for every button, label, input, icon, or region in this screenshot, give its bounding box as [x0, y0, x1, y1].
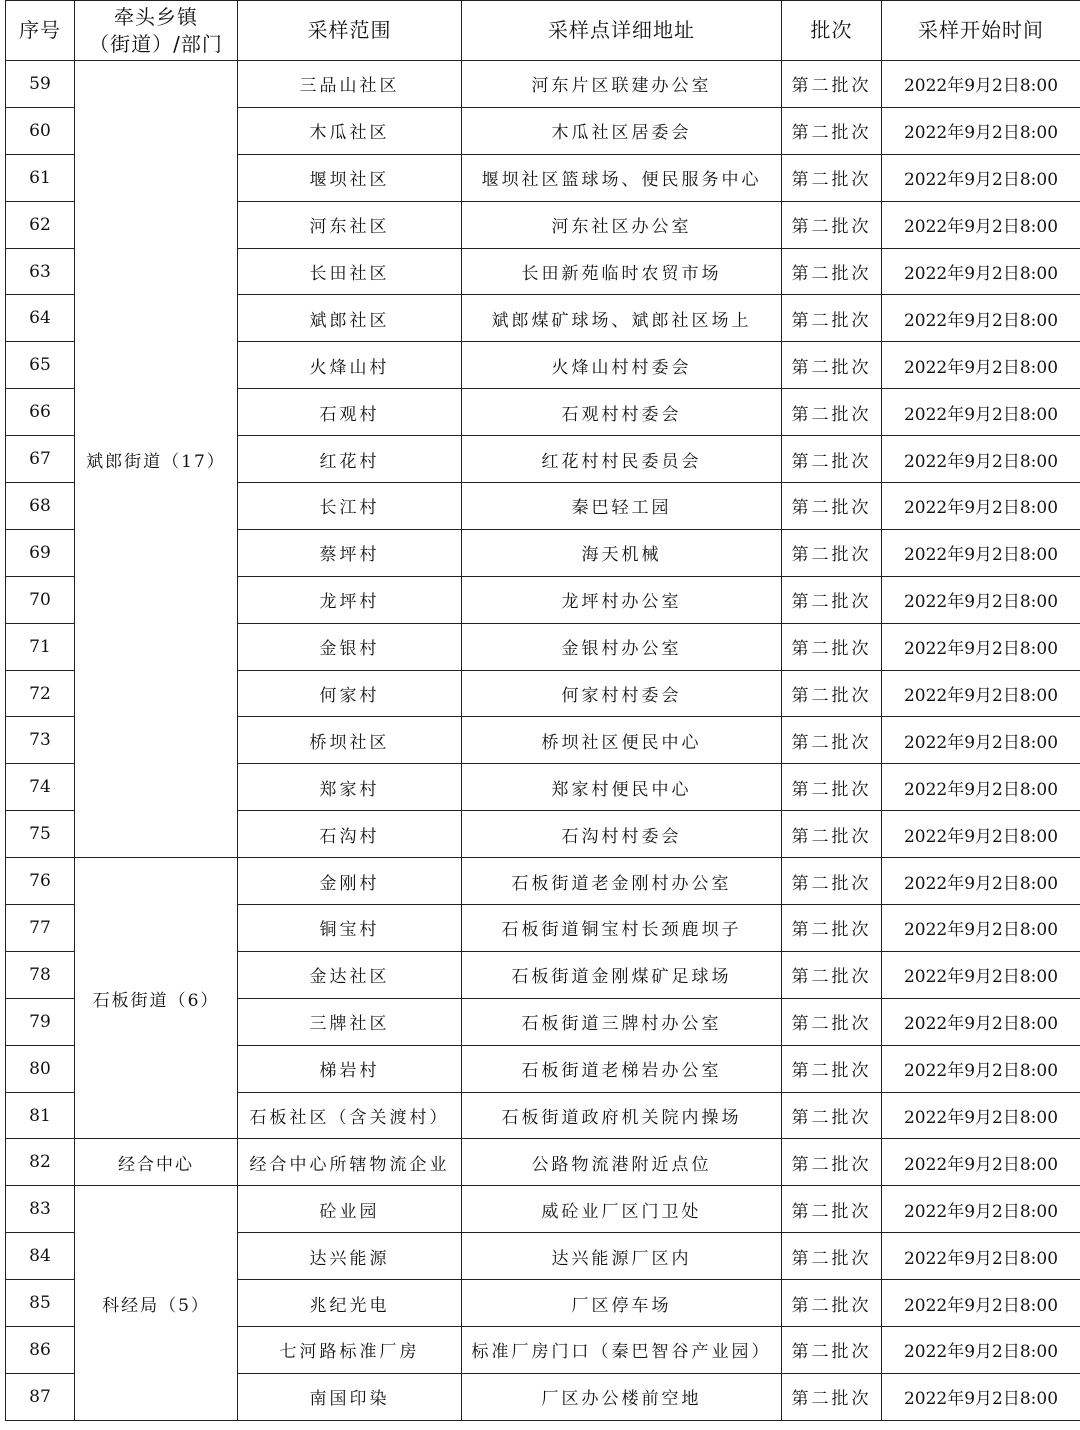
range-cell: 梯岩村 [238, 1045, 462, 1092]
start-time-cell: 2022年9月2日8:00 [882, 811, 1080, 858]
batch-cell: 第二批次 [782, 295, 882, 342]
start-time-cell: 2022年9月2日8:00 [882, 1186, 1080, 1233]
address-cell: 桥坝社区便民中心 [462, 717, 782, 764]
address-cell: 海天机械 [462, 529, 782, 576]
address-cell: 秦巴轻工园 [462, 483, 782, 530]
seq-cell: 84 [6, 1233, 75, 1280]
start-time-cell: 2022年9月2日8:00 [882, 623, 1080, 670]
range-cell: 铜宝村 [238, 905, 462, 952]
seq-cell: 83 [6, 1186, 75, 1233]
range-cell: 何家村 [238, 670, 462, 717]
header-dept-line2: （街道）/部门 [89, 31, 223, 56]
seq-cell: 74 [6, 764, 75, 811]
header-address: 采样点详细地址 [462, 1, 782, 61]
start-time-cell: 2022年9月2日8:00 [882, 248, 1080, 295]
range-cell: 蔡坪村 [238, 529, 462, 576]
address-cell: 何家村村委会 [462, 670, 782, 717]
table-row [6, 1186, 1080, 1233]
start-time-cell: 2022年9月2日8:00 [882, 1233, 1080, 1280]
start-time-cell: 2022年9月2日8:00 [882, 436, 1080, 483]
range-cell: 七河路标准厂房 [238, 1327, 462, 1374]
batch-cell: 第二批次 [782, 529, 882, 576]
batch-cell: 第二批次 [782, 764, 882, 811]
start-time-cell: 2022年9月2日8:00 [882, 389, 1080, 436]
batch-cell: 第二批次 [782, 951, 882, 998]
sampling-schedule-table [5, 0, 1080, 1421]
range-cell: 木瓜社区 [238, 107, 462, 154]
seq-cell: 59 [6, 61, 75, 108]
seq-cell: 62 [6, 201, 75, 248]
range-cell: 火烽山村 [238, 342, 462, 389]
seq-cell: 73 [6, 717, 75, 764]
range-cell: 河东社区 [238, 201, 462, 248]
address-cell: 石板街道铜宝村长颈鹿坝子 [462, 905, 782, 952]
batch-cell: 第二批次 [782, 717, 882, 764]
header-dept [75, 1, 238, 61]
batch-cell: 第二批次 [782, 623, 882, 670]
start-time-cell: 2022年9月2日8:00 [882, 342, 1080, 389]
address-cell: 红花村村民委员会 [462, 436, 782, 483]
batch-cell: 第二批次 [782, 1327, 882, 1374]
seq-cell: 69 [6, 529, 75, 576]
table-body [6, 61, 1080, 1421]
range-cell: 金银村 [238, 623, 462, 670]
start-time-cell: 2022年9月2日8:00 [882, 483, 1080, 530]
batch-cell: 第二批次 [782, 342, 882, 389]
range-cell: 石板社区（含关渡村） [238, 1092, 462, 1139]
batch-cell: 第二批次 [782, 1045, 882, 1092]
start-time-cell: 2022年9月2日8:00 [882, 61, 1080, 108]
range-cell: 兆纪光电 [238, 1280, 462, 1327]
range-cell: 砼业园 [238, 1186, 462, 1233]
start-time-cell: 2022年9月2日8:00 [882, 529, 1080, 576]
table-row [6, 858, 1080, 905]
batch-cell: 第二批次 [782, 201, 882, 248]
range-cell: 红花村 [238, 436, 462, 483]
batch-cell: 第二批次 [782, 998, 882, 1045]
address-cell: 河东片区联建办公室 [462, 61, 782, 108]
seq-cell: 85 [6, 1280, 75, 1327]
seq-cell: 64 [6, 295, 75, 342]
batch-cell: 第二批次 [782, 61, 882, 108]
seq-cell: 78 [6, 951, 75, 998]
seq-cell: 70 [6, 576, 75, 623]
table-row [6, 61, 1080, 108]
address-cell: 河东社区办公室 [462, 201, 782, 248]
range-cell: 金达社区 [238, 951, 462, 998]
start-time-cell: 2022年9月2日8:00 [882, 670, 1080, 717]
address-cell: 石板街道金刚煤矿足球场 [462, 951, 782, 998]
seq-cell: 76 [6, 858, 75, 905]
batch-cell: 第二批次 [782, 858, 882, 905]
batch-cell: 第二批次 [782, 1233, 882, 1280]
header-seq: 序号 [6, 1, 75, 61]
batch-cell: 第二批次 [782, 483, 882, 530]
batch-cell: 第二批次 [782, 1280, 882, 1327]
start-time-cell: 2022年9月2日8:00 [882, 905, 1080, 952]
start-time-cell: 2022年9月2日8:00 [882, 1373, 1080, 1420]
range-cell: 龙坪村 [238, 576, 462, 623]
range-cell: 经合中心所辖物流企业 [238, 1139, 462, 1186]
address-cell: 堰坝社区篮球场、便民服务中心 [462, 154, 782, 201]
dept-cell: 石板街道（6） [75, 858, 238, 1139]
address-cell: 金银村办公室 [462, 623, 782, 670]
batch-cell: 第二批次 [782, 905, 882, 952]
address-cell: 厂区办公楼前空地 [462, 1373, 782, 1420]
start-time-cell: 2022年9月2日8:00 [882, 1327, 1080, 1374]
address-cell: 郑家村便民中心 [462, 764, 782, 811]
range-cell: 达兴能源 [238, 1233, 462, 1280]
seq-cell: 72 [6, 670, 75, 717]
range-cell: 桥坝社区 [238, 717, 462, 764]
start-time-cell: 2022年9月2日8:00 [882, 1092, 1080, 1139]
address-cell: 石板街道政府机关院内操场 [462, 1092, 782, 1139]
seq-cell: 75 [6, 811, 75, 858]
range-cell: 斌郎社区 [238, 295, 462, 342]
address-cell: 达兴能源厂区内 [462, 1233, 782, 1280]
batch-cell: 第二批次 [782, 576, 882, 623]
start-time-cell: 2022年9月2日8:00 [882, 717, 1080, 764]
batch-cell: 第二批次 [782, 436, 882, 483]
seq-cell: 63 [6, 248, 75, 295]
range-cell: 石沟村 [238, 811, 462, 858]
seq-cell: 61 [6, 154, 75, 201]
range-cell: 堰坝社区 [238, 154, 462, 201]
address-cell: 威砼业厂区门卫处 [462, 1186, 782, 1233]
header-start-time: 采样开始时间 [882, 1, 1080, 61]
range-cell: 郑家村 [238, 764, 462, 811]
address-cell: 石观村村委会 [462, 389, 782, 436]
header-batch: 批次 [782, 1, 882, 61]
range-cell: 三牌社区 [238, 998, 462, 1045]
range-cell: 南国印染 [238, 1373, 462, 1420]
header-dept-line1: 牵头乡镇 [114, 4, 198, 29]
batch-cell: 第二批次 [782, 1373, 882, 1420]
address-cell: 公路物流港附近点位 [462, 1139, 782, 1186]
start-time-cell: 2022年9月2日8:00 [882, 951, 1080, 998]
range-cell: 石观村 [238, 389, 462, 436]
seq-cell: 60 [6, 107, 75, 154]
address-cell: 火烽山村村委会 [462, 342, 782, 389]
seq-cell: 82 [6, 1139, 75, 1186]
seq-cell: 86 [6, 1327, 75, 1374]
start-time-cell: 2022年9月2日8:00 [882, 201, 1080, 248]
range-cell: 金刚村 [238, 858, 462, 905]
range-cell: 长田社区 [238, 248, 462, 295]
address-cell: 标准厂房门口（秦巴智谷产业园） [462, 1327, 782, 1374]
batch-cell: 第二批次 [782, 811, 882, 858]
start-time-cell: 2022年9月2日8:00 [882, 295, 1080, 342]
seq-cell: 81 [6, 1092, 75, 1139]
seq-cell: 77 [6, 905, 75, 952]
batch-cell: 第二批次 [782, 1139, 882, 1186]
address-cell: 石沟村村委会 [462, 811, 782, 858]
seq-cell: 80 [6, 1045, 75, 1092]
seq-cell: 71 [6, 623, 75, 670]
seq-cell: 67 [6, 436, 75, 483]
address-cell: 厂区停车场 [462, 1280, 782, 1327]
seq-cell: 87 [6, 1373, 75, 1420]
batch-cell: 第二批次 [782, 1186, 882, 1233]
start-time-cell: 2022年9月2日8:00 [882, 1280, 1080, 1327]
start-time-cell: 2022年9月2日8:00 [882, 576, 1080, 623]
batch-cell: 第二批次 [782, 670, 882, 717]
address-cell: 石板街道三牌村办公室 [462, 998, 782, 1045]
dept-cell: 经合中心 [75, 1139, 238, 1186]
seq-cell: 79 [6, 998, 75, 1045]
dept-cell: 斌郎街道（17） [75, 61, 238, 858]
seq-cell: 68 [6, 483, 75, 530]
address-cell: 龙坪村办公室 [462, 576, 782, 623]
start-time-cell: 2022年9月2日8:00 [882, 154, 1080, 201]
header-row [6, 1, 1080, 61]
address-cell: 木瓜社区居委会 [462, 107, 782, 154]
address-cell: 石板街道老金刚村办公室 [462, 858, 782, 905]
batch-cell: 第二批次 [782, 1092, 882, 1139]
start-time-cell: 2022年9月2日8:00 [882, 1045, 1080, 1092]
batch-cell: 第二批次 [782, 107, 882, 154]
table-header [6, 1, 1080, 61]
range-cell: 三品山社区 [238, 61, 462, 108]
address-cell: 长田新苑临时农贸市场 [462, 248, 782, 295]
address-cell: 斌郎煤矿球场、斌郎社区场上 [462, 295, 782, 342]
start-time-cell: 2022年9月2日8:00 [882, 998, 1080, 1045]
seq-cell: 66 [6, 389, 75, 436]
header-range: 采样范围 [238, 1, 462, 61]
start-time-cell: 2022年9月2日8:00 [882, 107, 1080, 154]
table-row [6, 1139, 1080, 1186]
start-time-cell: 2022年9月2日8:00 [882, 1139, 1080, 1186]
dept-cell: 科经局（5） [75, 1186, 238, 1420]
batch-cell: 第二批次 [782, 248, 882, 295]
start-time-cell: 2022年9月2日8:00 [882, 764, 1080, 811]
seq-cell: 65 [6, 342, 75, 389]
address-cell: 石板街道老梯岩办公室 [462, 1045, 782, 1092]
range-cell: 长江村 [238, 483, 462, 530]
batch-cell: 第二批次 [782, 154, 882, 201]
batch-cell: 第二批次 [782, 389, 882, 436]
start-time-cell: 2022年9月2日8:00 [882, 858, 1080, 905]
